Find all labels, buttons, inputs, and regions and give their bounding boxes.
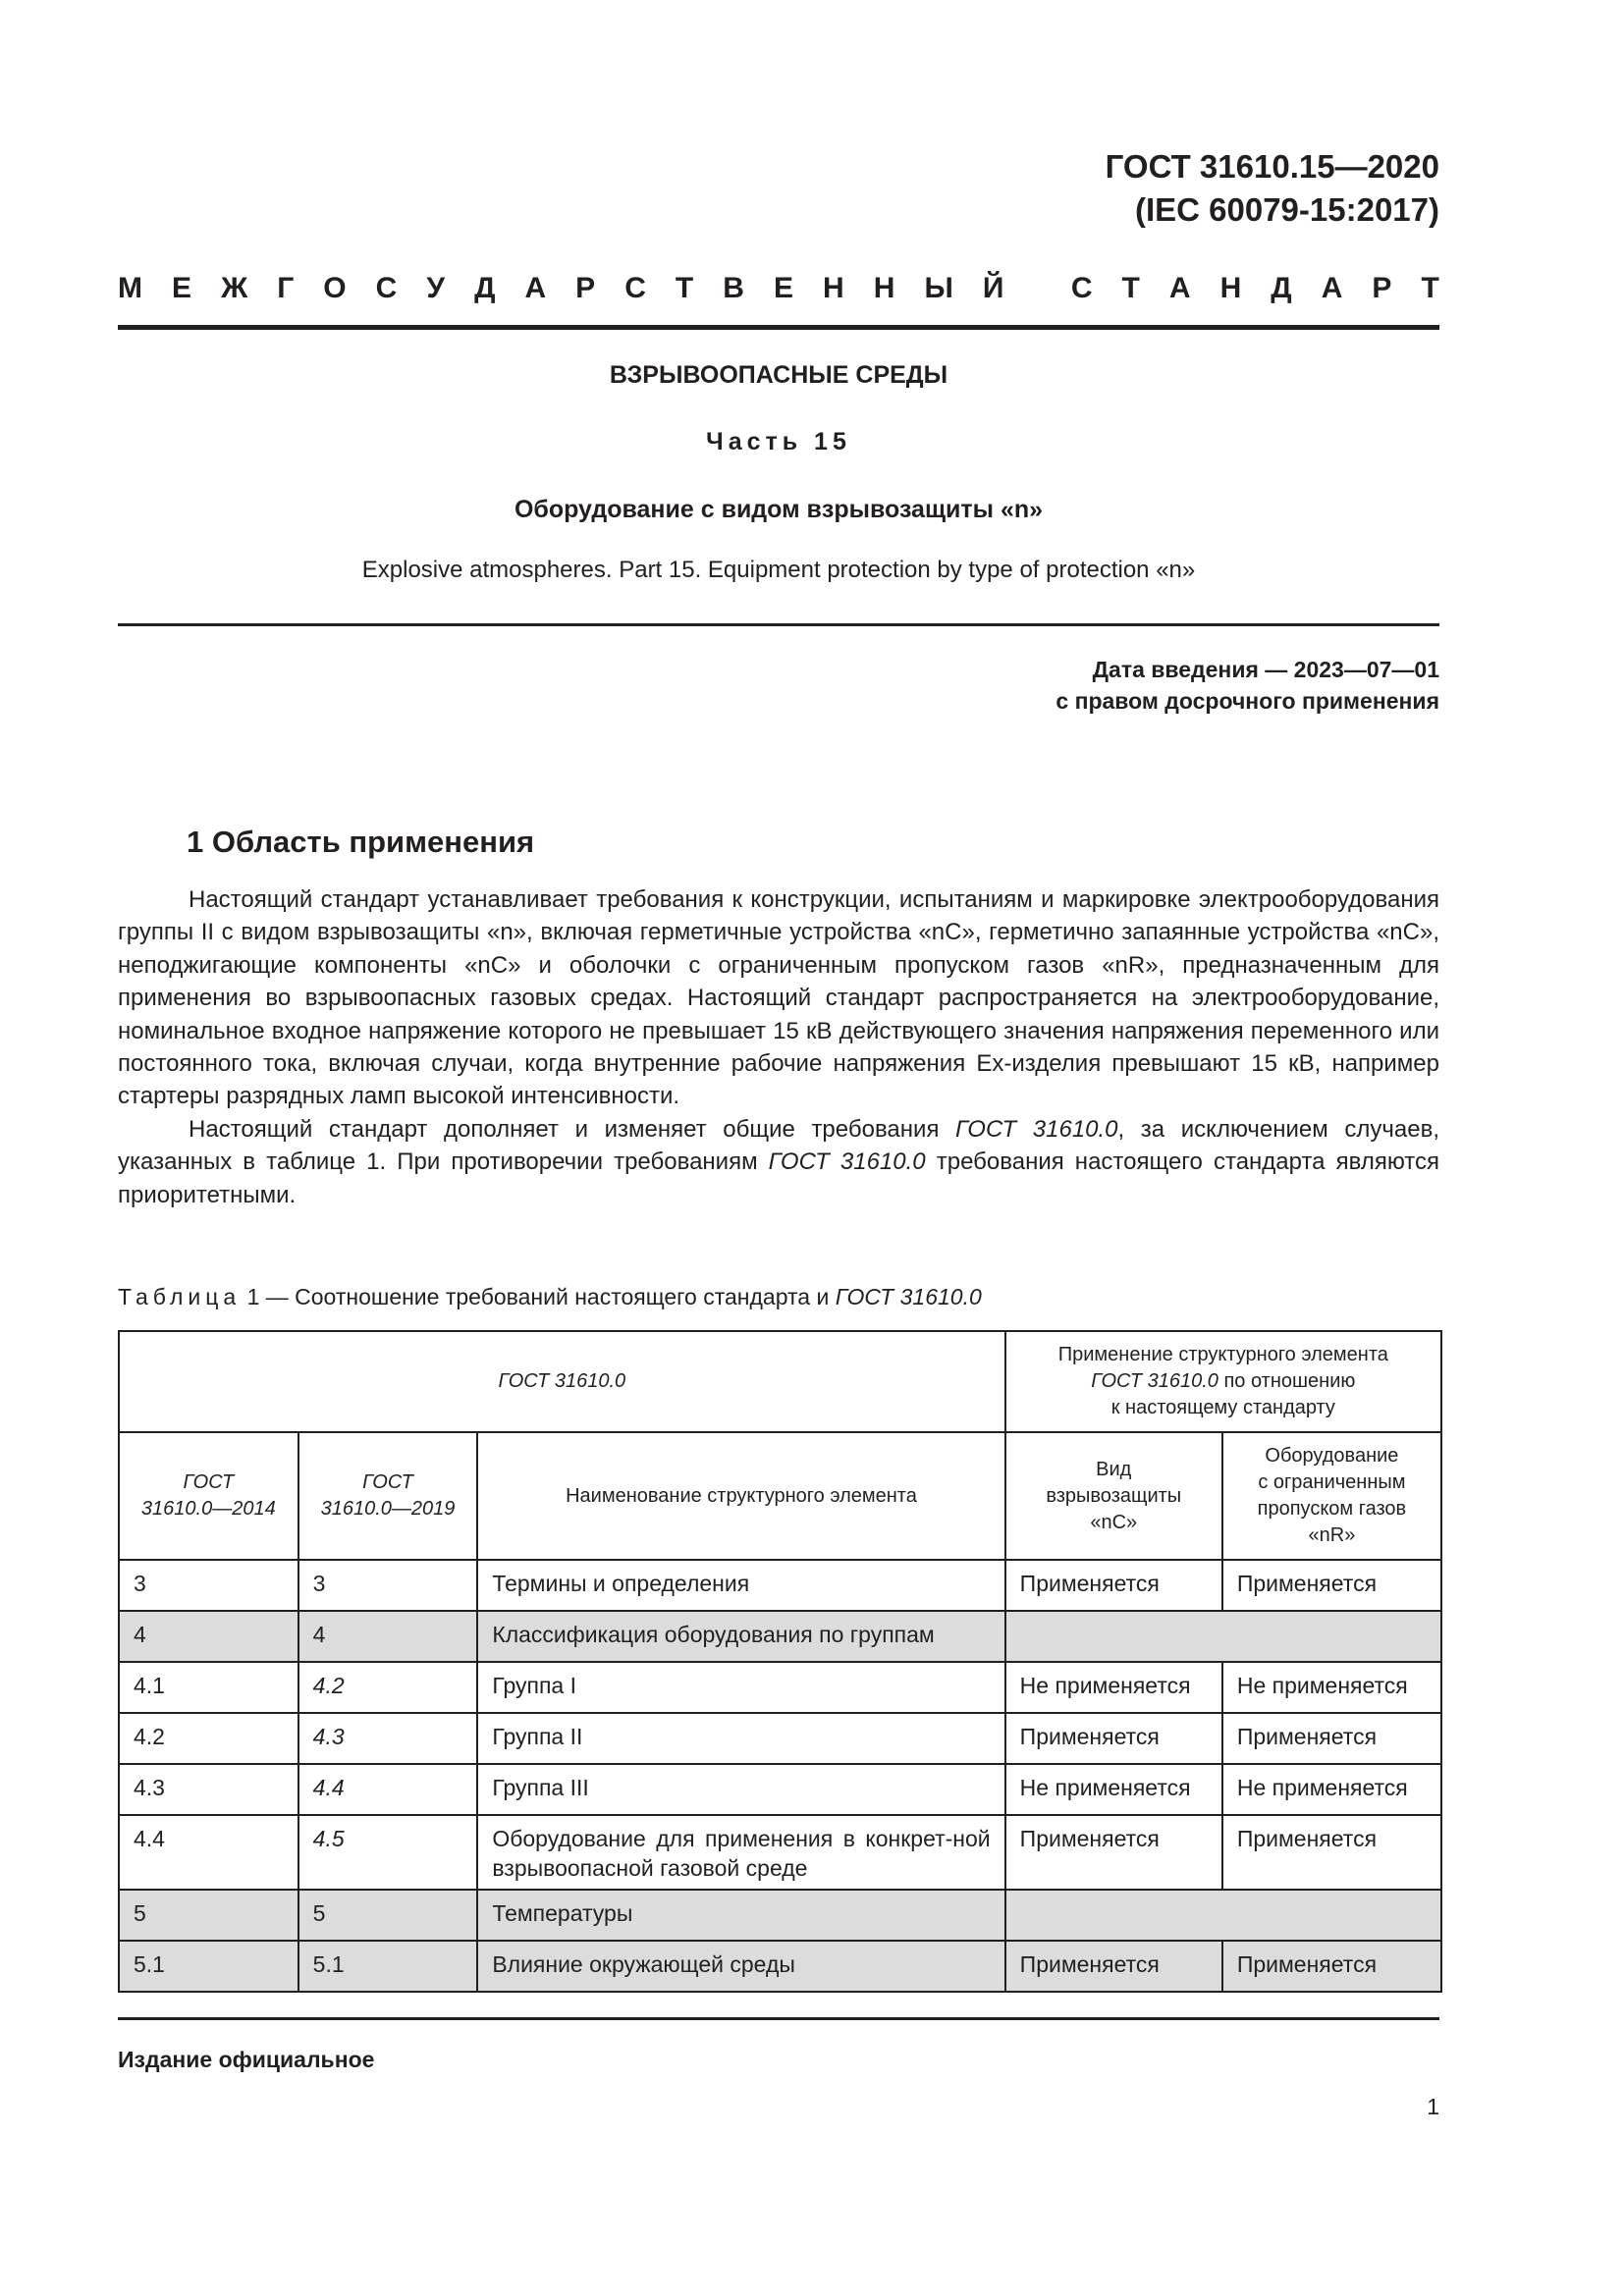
banner-letter: Н	[823, 272, 844, 304]
banner-letter: Й	[982, 272, 1004, 304]
table-caption	[118, 1281, 982, 1312]
banner-letter: Р	[575, 272, 596, 304]
header-text: к настоящему стандарту	[1110, 1397, 1335, 1418]
cell-2019: 4.2	[298, 1662, 478, 1713]
table-row	[119, 1764, 1441, 1815]
cell-nc: Применяется	[1005, 1560, 1222, 1611]
cell-empty	[1005, 1890, 1441, 1941]
banner-letter: Д	[1271, 272, 1292, 304]
col-header-2014	[119, 1432, 298, 1560]
banner-letter: М	[118, 272, 142, 304]
cell-2014: 4.2	[119, 1713, 298, 1764]
col-header-2019	[298, 1432, 478, 1560]
header-text-line	[1020, 1368, 1427, 1395]
banner-letter: С	[1070, 272, 1093, 304]
title-english: Explosive atmospheres. Part 15. Equipment protection by type of protection «n»	[361, 557, 1196, 583]
title-rule	[118, 623, 1439, 626]
banner-letter: Р	[1372, 272, 1392, 304]
paragraph-scope: Настоящий стандарт устанавливает требования к конструкции, испытаниям и маркировке электрооборудования группы II с видом взрывозащиты «n», включая герметичные устройства «nC», герметично запаянные устройства «nC», неподжигающие компоненты «nC» и оболочки с ограниченным пропуском газов «nR», предназначенным для применения во взрывоопасных газовых средах. Настоящий стандарт распространяется на электрооборудование, номинальное входное напряжение которого не превышает 15 кВ действующего значения напряжения переменного или постоянного тока, включая случаи, когда внутренние рабочие напряжения Ex-изделия превышают 15 кВ, например стартеры разрядных ламп высокой интенсивности.	[118, 886, 1439, 1110]
header-text: пропуском газов	[1257, 1498, 1407, 1520]
table-caption-text: 1 — Соотношение требований настоящего стандарта и	[241, 1284, 836, 1309]
cell-nc: Применяется	[1005, 1713, 1222, 1764]
cell-nc: Не применяется	[1005, 1662, 1222, 1713]
intro-date-line: Дата введения — 2023—07—01	[1092, 657, 1439, 682]
banner-letter: Т	[1121, 272, 1140, 304]
header-text: Оборудование	[1265, 1445, 1399, 1467]
banner-letter: Т	[1421, 272, 1439, 304]
cell-name: Группа III	[477, 1764, 1004, 1815]
banner-letter: Н	[1219, 272, 1242, 304]
header-reference: ГОСТ 31610.0	[1091, 1370, 1218, 1392]
page-number: 1	[1427, 2094, 1439, 2119]
cell-name: Классификация оборудования по группам	[477, 1611, 1004, 1662]
banner-letter: С	[375, 272, 398, 304]
banner-letter: Д	[474, 272, 496, 304]
standard-number: ГОСТ 31610.15—2020	[1105, 148, 1439, 185]
cell-nr: Применяется	[1222, 1941, 1441, 1992]
cell-2019: 5	[298, 1890, 478, 1941]
header-rule	[118, 325, 1439, 330]
header-text: Применение структурного элемента	[1057, 1344, 1388, 1365]
cell-nc: Не применяется	[1005, 1764, 1222, 1815]
cell-name: Термины и определения	[477, 1560, 1004, 1611]
cell-nr: Применяется	[1222, 1815, 1441, 1890]
header-text: взрывозащиты	[1046, 1484, 1182, 1507]
cell-2014: 4.4	[119, 1815, 298, 1890]
table-row	[119, 1560, 1441, 1611]
title-subtitle: Оборудование с видом взрывозащиты «n»	[514, 496, 1044, 523]
gost-reference: ГОСТ 31610.0	[955, 1115, 1118, 1143]
cell-name: Влияние окружающей среды	[477, 1941, 1004, 1992]
requirements-table	[118, 1330, 1442, 1993]
gost-reference: ГОСТ 31610.0	[768, 1148, 926, 1176]
cell-name: Температуры	[477, 1890, 1004, 1941]
interstate-standard-banner	[118, 269, 1439, 308]
cell-2019: 4	[298, 1611, 478, 1662]
cell-name: Группа I	[477, 1662, 1004, 1713]
section-heading: 1 Область применения	[187, 825, 535, 859]
cell-name: Оборудование для применения в конкрет-ной взрывоопасной газовой среде	[477, 1815, 1004, 1890]
header-text: «nC»	[1090, 1511, 1138, 1533]
table-row	[119, 1941, 1441, 1992]
cell-2019: 3	[298, 1560, 478, 1611]
table-caption-reference: ГОСТ 31610.0	[835, 1284, 982, 1309]
banner-letter: Г	[277, 272, 295, 304]
paragraph-text: , за исключением случаев, указанных в таблице 1. При противоречии требованиям	[118, 1115, 1439, 1176]
paragraph-text: требования настоящего стандарта являются приоритетными.	[118, 1148, 1440, 1208]
title-main: ВЗРЫВООПАСНЫЕ СРЕДЫ	[609, 361, 948, 389]
banner-letter: О	[323, 272, 347, 304]
banner-letter: А	[524, 272, 547, 304]
banner-letter: Е	[172, 272, 192, 304]
banner-letter: Е	[773, 272, 793, 304]
header-text: ГОСТ	[183, 1471, 235, 1493]
standard-designation	[1106, 145, 1439, 232]
table-row	[119, 1662, 1441, 1713]
banner-letter: А	[1321, 272, 1343, 304]
cell-nr: Не применяется	[1222, 1764, 1441, 1815]
col-header-nr	[1222, 1432, 1441, 1560]
cell-nc: Применяется	[1005, 1815, 1222, 1890]
cell-2014: 5.1	[119, 1941, 298, 1992]
cell-2019: 5.1	[298, 1941, 478, 1992]
cell-2019: 4.3	[298, 1713, 478, 1764]
header-text: 31610.0—2019	[320, 1498, 456, 1520]
iec-reference: (IEC 60079-15:2017)	[1134, 191, 1439, 228]
header-gost: ГОСТ 31610.0	[119, 1331, 1005, 1432]
table-header-row	[119, 1331, 1441, 1432]
banner-letter: Ы	[924, 272, 953, 304]
col-header-name: Наименование структурного элемента	[477, 1432, 1004, 1560]
cell-name: Группа II	[477, 1713, 1004, 1764]
table-row	[119, 1713, 1441, 1764]
header-text: 31610.0—2014	[140, 1498, 276, 1520]
cell-nr: Применяется	[1222, 1560, 1441, 1611]
cell-2019: 4.4	[298, 1764, 478, 1815]
cell-nc: Применяется	[1005, 1941, 1222, 1992]
table-row	[119, 1611, 1441, 1662]
title-part: Часть 15	[706, 428, 851, 455]
banner-letter: С	[624, 272, 646, 304]
col-header-nc	[1005, 1432, 1222, 1560]
footer-rule	[118, 2017, 1439, 2020]
header-text: с ограниченным	[1258, 1471, 1406, 1493]
cell-empty	[1005, 1611, 1441, 1662]
banner-letter: А	[1168, 272, 1191, 304]
cell-2014: 4.1	[119, 1662, 298, 1713]
cell-nr: Не применяется	[1222, 1662, 1441, 1713]
table-row	[119, 1890, 1441, 1941]
cell-2014: 4.3	[119, 1764, 298, 1815]
edition-label: Издание официальное	[118, 2047, 375, 2072]
banner-letter: Н	[873, 272, 895, 304]
paragraph-relation	[118, 1113, 1439, 1211]
header-text: Вид	[1096, 1458, 1132, 1480]
paragraph-text: Настоящий стандарт дополняет и изменяет общие требования	[189, 1115, 956, 1143]
table-subheader-row	[119, 1432, 1441, 1560]
cell-nr: Применяется	[1222, 1713, 1441, 1764]
early-application-line: с правом досрочного применения	[1056, 688, 1439, 714]
header-text: «nR»	[1308, 1524, 1356, 1546]
cell-2014: 4	[119, 1611, 298, 1662]
header-text: ГОСТ	[362, 1471, 413, 1493]
banner-gap	[1033, 269, 1041, 308]
banner-letter: В	[723, 272, 744, 304]
header-text: по отношению	[1223, 1370, 1356, 1392]
banner-letter: Ж	[221, 272, 248, 304]
cell-2019: 4.5	[298, 1815, 478, 1890]
introduction-date	[1056, 654, 1439, 717]
section-body	[118, 883, 1439, 1211]
banner-letter: У	[426, 272, 446, 304]
table-caption-label: Таблица	[118, 1284, 242, 1309]
header-application	[1005, 1331, 1441, 1432]
cell-2014: 5	[119, 1890, 298, 1941]
table-row	[119, 1815, 1441, 1890]
cell-2014: 3	[119, 1560, 298, 1611]
banner-letter: Т	[675, 272, 694, 304]
